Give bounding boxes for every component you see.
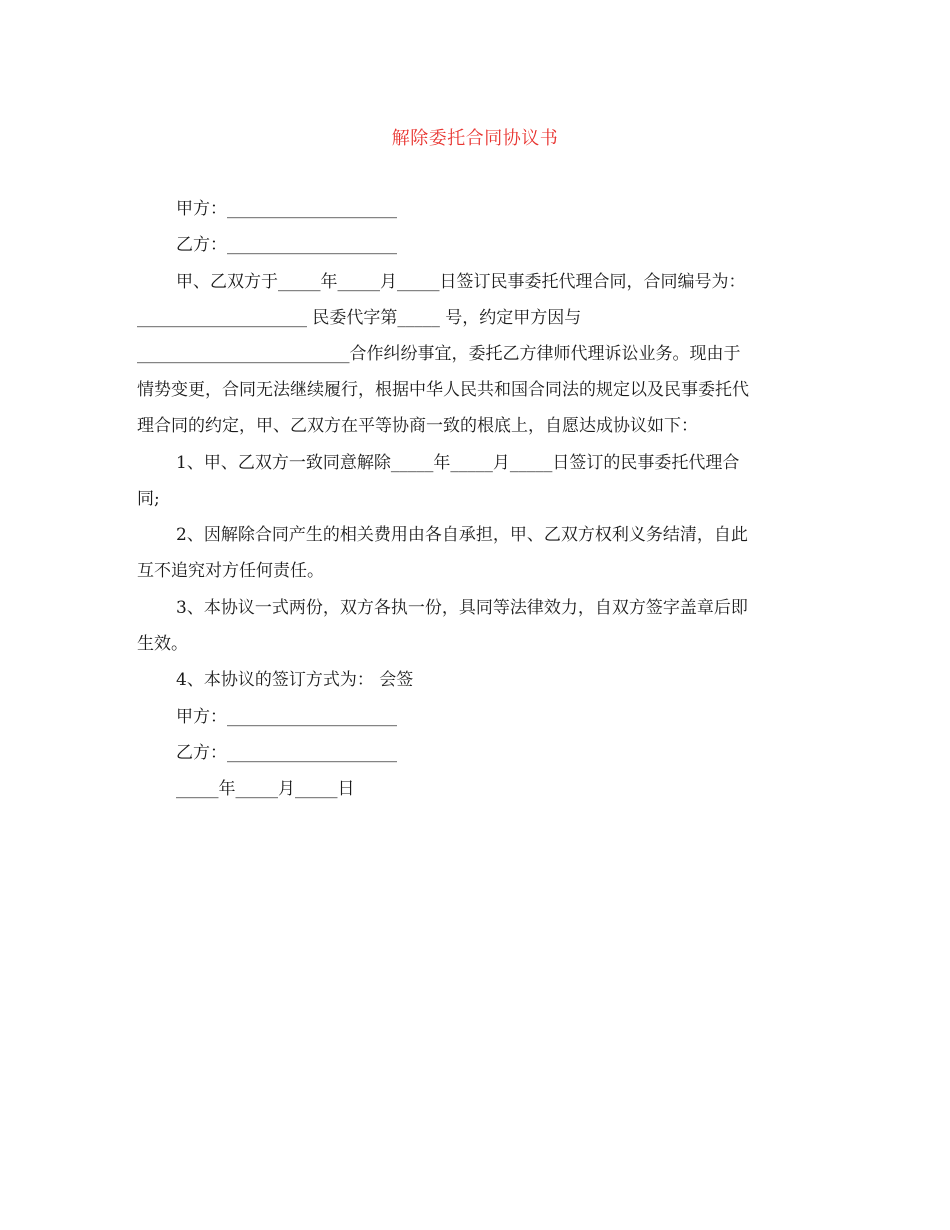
- clause-3: 3、本协议一式两份，双方各执一份，具同等法律效力，自双方签字盖章后即: [176, 598, 748, 618]
- document-title: 解除委托合同协议书: [391, 128, 559, 149]
- body-line: 情势变更，合同无法继续履行，根据中华人民共和国合同法的规定以及民事委托代: [137, 380, 749, 400]
- party-a-field: 甲方：____________________: [176, 199, 397, 219]
- signature-party-b: 乙方：____________________: [176, 743, 397, 763]
- party-b-field: 乙方：____________________: [176, 235, 397, 255]
- body-line: 甲、乙双方于_____年_____月_____日签订民事委托代理合同，合同编号为：: [176, 272, 746, 292]
- signature-party-a: 甲方：____________________: [176, 707, 397, 727]
- clause-4: 4、本协议的签订方式为： 会签: [176, 670, 414, 690]
- clause-1: 1、甲、乙双方一致同意解除_____年_____月_____日签订的民事委托代理合: [176, 453, 740, 473]
- clause-2: 2、因解除合同产生的相关费用由各自承担，甲、乙双方权利义务结清，自此: [176, 525, 748, 545]
- signature-date: _____年_____月_____日: [176, 779, 355, 799]
- body-line: _________________________合作纠纷事宜，委托乙方律师代理诉讼业务。现由于: [137, 344, 741, 364]
- body-line: 理合同的约定，甲、乙双方在平等协商一致的根底上，自愿达成协议如下：: [137, 416, 698, 436]
- body-line: ____________________ 民委代字第_____ 号，约定甲方因与: [137, 308, 582, 328]
- clause-3-continued: 生效。: [137, 634, 188, 654]
- clause-1-continued: 同;: [137, 489, 160, 509]
- clause-2-continued: 互不追究对方任何责任。: [137, 561, 324, 581]
